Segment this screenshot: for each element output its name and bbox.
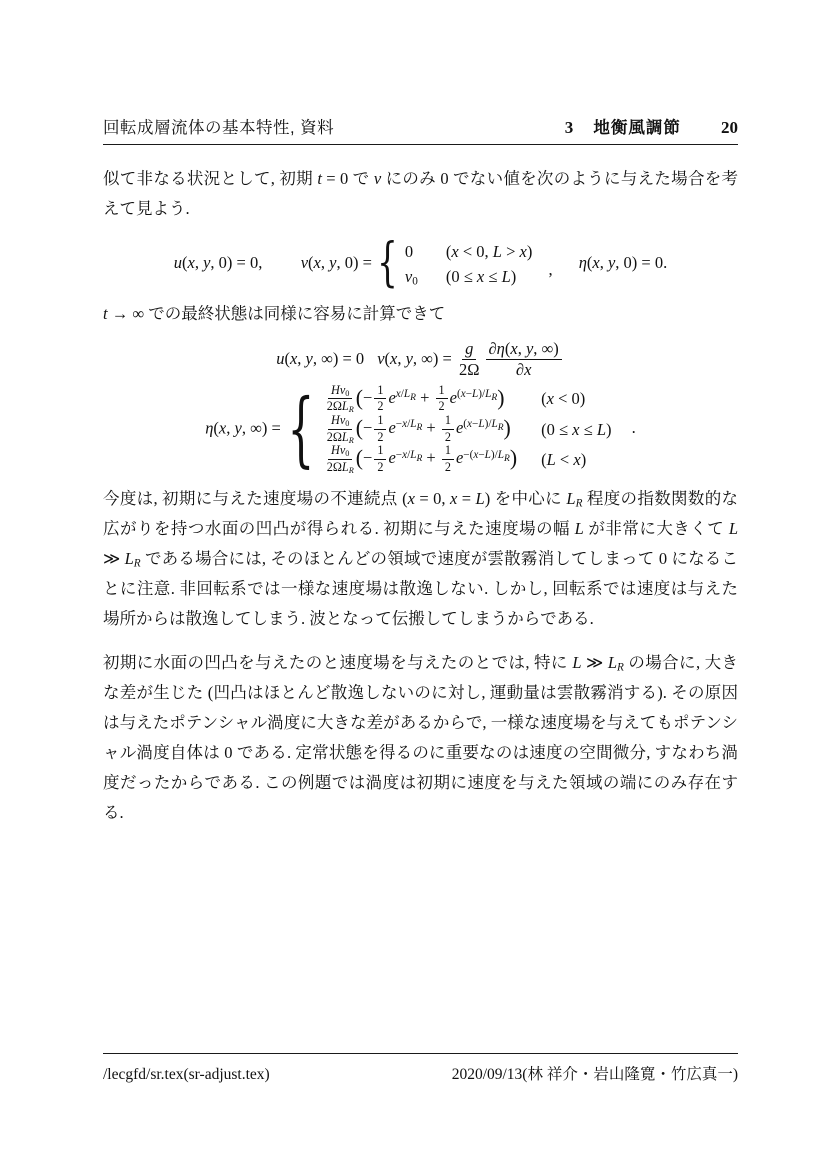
equation-initial-conditions: [103, 233, 738, 294]
page-header: [103, 114, 738, 145]
eq1-v-lhs: v(x, y, 0) =: [300, 253, 377, 273]
eq3-case-grid: [325, 384, 612, 475]
eta-case-condition: (x < 0): [541, 389, 586, 409]
section-title: 地衡風調節: [593, 119, 681, 137]
running-title: 回転成層流体の基本特性, 資料: [103, 119, 335, 137]
paragraph-discussion-2: 初期に水面の凹凸を与えたのと速度場を与えたのとでは, 特に L ≫ $L_R$ の場合に, 大きな差が生じた (凹凸はほとんど散逸しないのに対し, 運動量は雲散霧消する). その原因は与えたポテンシャル渦度に大きな差があるからで, 一様な速度場を与えてもポテンシャル渦度自体は 0 である. 定常状態を得るのに重要なのは速度の空間微分, すなわち渦度だったからである. この例題では渦度は初期に速度を与えた領域の端にのみ存在する.: [103, 652, 739, 822]
eq1-comma: ,: [548, 260, 553, 280]
page-number: 20: [721, 118, 738, 137]
page-content: [103, 0, 738, 828]
page-footer: [103, 1053, 738, 1084]
eq1-eta-part: η(x, y, 0) = 0.: [578, 253, 668, 273]
eq1-case-grid: [405, 241, 532, 288]
section-number: 3: [564, 118, 574, 137]
eq3-lhs: η(x, y, ∞) =: [205, 418, 285, 438]
eq1-cases: [376, 233, 533, 294]
header-section-block: [565, 114, 738, 138]
equation-eta-surface: [103, 384, 738, 475]
equation-final-velocity: u(x, y, ∞) = 0 v(x, y, ∞) = $\frac{g}{2\Omega}$ $\frac{\partial\eta(x, y, \infty)}{\partial x}$: [103, 340, 738, 380]
eta-case-expression: $\frac{Hv_0}{2\Omega L_R}$ (− $\frac{1}{2}$ $e^{x/L_R}$ + $\frac{1}{2}$ $e^{(x-L)/L_R}$): [326, 382, 505, 415]
case-condition: (0 ≤ x ≤ L): [445, 267, 517, 287]
eta-case-expression: $\frac{Hv_0}{2\Omega L_R}$ (− $\frac{1}{2}$ $e^{-x/L_R}$ + $\frac{1}{2}$ $e^{(x-L)/L_R}$): [326, 413, 511, 445]
footer-date-authors: 2020/09/13(林 祥介・岩山隆寛・竹広真一): [451, 1066, 738, 1083]
left-brace: {: [377, 233, 398, 294]
eta-case-condition: (L < x): [541, 449, 587, 469]
case-value: $v_0$: [404, 267, 418, 288]
paragraph-intro: 似て非なる状況として, 初期 t = 0 で v にのみ 0 でない値を次のように与えた場合を考えて見よう.: [103, 169, 739, 218]
paragraph-discussion-1: 今度は, 初期に与えた速度場の不連続点 (x = 0, x = L) を中心に $L_R$ 程度の指数関数的な広がりを持つ水面の凹凸が得られる. 初期に与えた速度場の幅 L が非常に大きくて L ≫ $L_R$ である場合には, そのほとんどの領域で速度が雲散霧消してしまって 0 になることに注意. 非回転系では一様な速度場は散逸しない. しかし, 回転系では速度は与えた場所からは散逸してしまう. 波となって伝搬してしまうからである.: [103, 488, 739, 628]
eq3-period: .: [631, 418, 636, 438]
eta-case-condition: (0 ≤ x ≤ L): [541, 419, 612, 439]
paragraph-final-state: t → ∞ での最終状態は同様に容易に計算できて: [103, 303, 446, 323]
case-condition: (x < 0, L > x): [445, 242, 533, 261]
footer-source-path: /lecgfd/sr.tex(sr-adjust.tex): [103, 1066, 270, 1083]
eta-case-expression: $\frac{Hv_0}{2\Omega L_R}$ (− $\frac{1}{2}$ $e^{-x/L_R}$ + $\frac{1}{2}$ $e^{-(x-L)/L_R}$): [326, 443, 518, 475]
left-brace: {: [287, 382, 315, 477]
eq3-cases: [285, 384, 612, 475]
case-value: 0: [404, 242, 414, 261]
eq1-u-part: u(x, y, 0) = 0,: [173, 253, 263, 273]
